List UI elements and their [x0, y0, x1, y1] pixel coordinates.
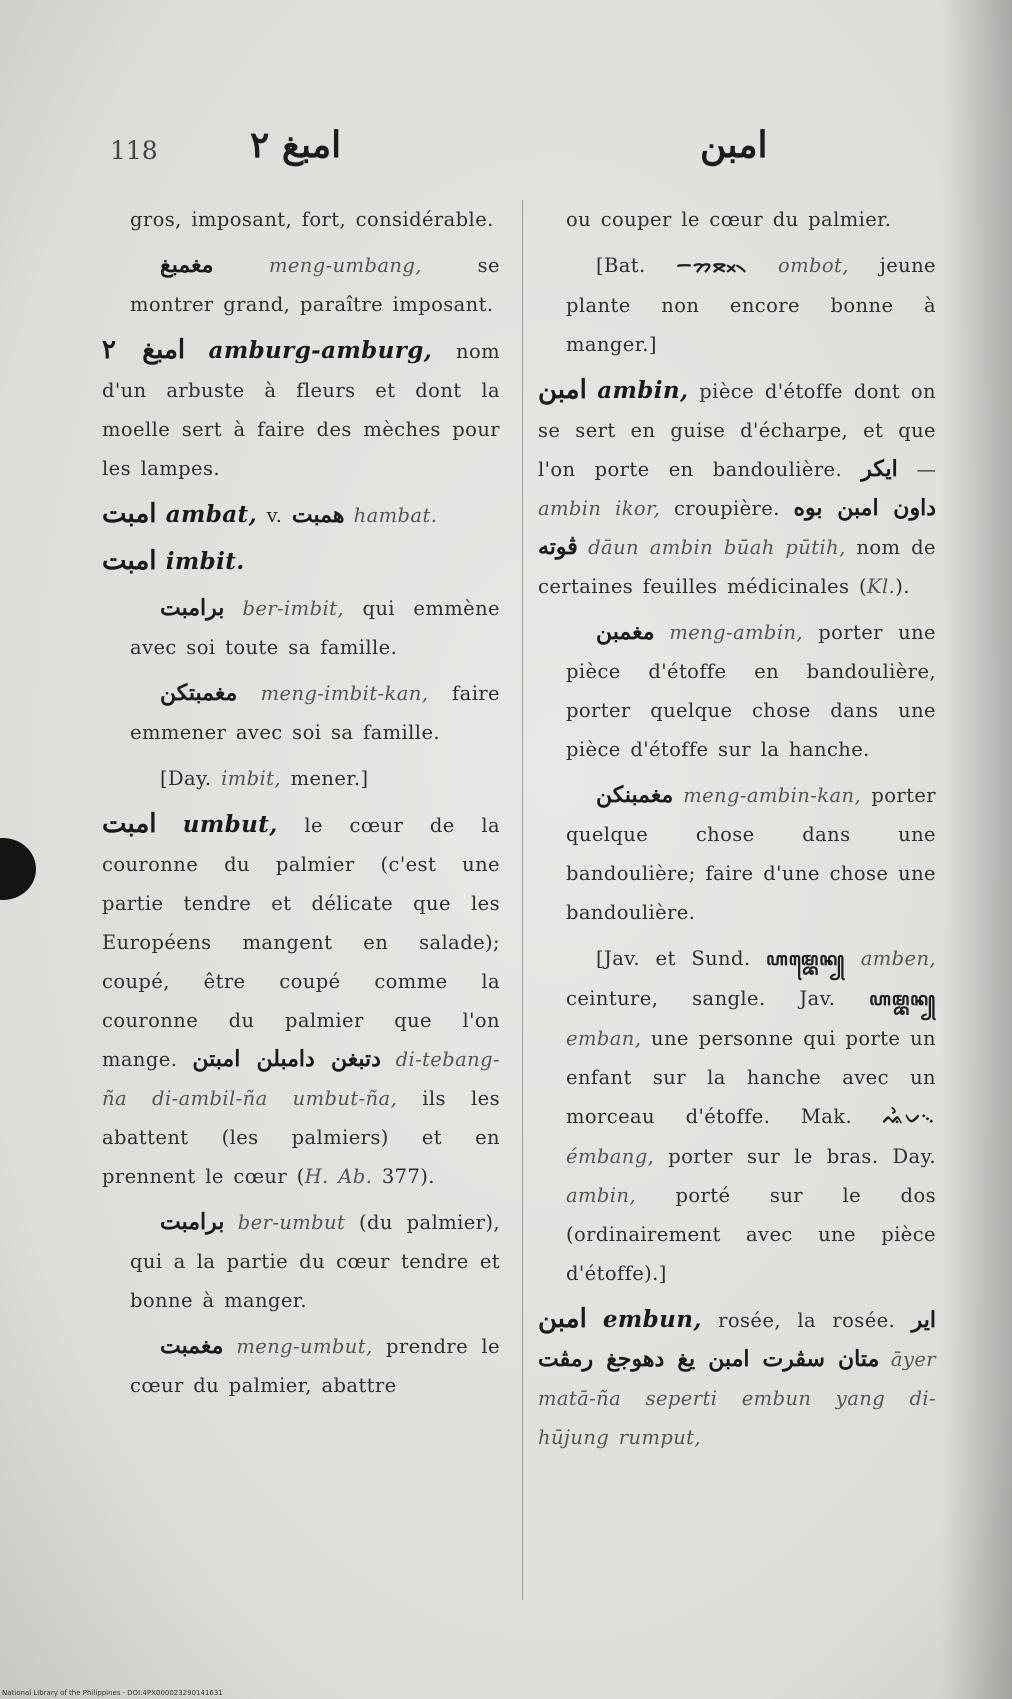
definition: 377). — [372, 1165, 435, 1188]
javanese-script: ꦲꦩ꧀ꦧꦤ꧀ — [869, 989, 936, 1010]
cross-ref-label: v. — [257, 504, 292, 527]
paragraph: ou couper le cœur du palmier. — [566, 208, 892, 231]
subentry — [130, 1203, 500, 1320]
transliteration: imbit, — [221, 767, 281, 790]
transliteration: ber-umbut — [237, 1211, 346, 1234]
note-text: mener.] — [280, 767, 369, 790]
dictionary-entry — [538, 371, 936, 606]
arabic-term: مغمبنكن — [596, 782, 674, 808]
arabic-term: برامبت — [160, 595, 225, 621]
dictionary-entry — [102, 331, 500, 488]
transliteration: dāun ambin būah pūtih, — [588, 536, 846, 559]
transliteration: émbang, — [566, 1145, 655, 1168]
subentry — [566, 776, 936, 932]
running-head-right: امبن — [700, 124, 768, 166]
javanese-script: ꦲꦩ꧀ꦧꦺꦤ꧀ — [766, 949, 846, 970]
right-column — [538, 200, 937, 1464]
dictionary-entry — [538, 1300, 936, 1457]
definition: nom d'un arbuste à fleurs et dont la moelle sert à faire des mèches pour les lampes. — [102, 340, 500, 480]
definition: (du palmier), qui a la partie du cœur tendre et bonne à manger. — [130, 1211, 501, 1312]
note-prefix: [Jav. et Sund. — [596, 947, 767, 970]
left-column — [102, 200, 501, 1412]
arabic-term: مغمبتكن — [160, 680, 238, 706]
definition: pièce d'étoffe dont on se sert en guise d'écharpe, et que l'on porte en bandoulière. — [538, 380, 936, 481]
definition: qui emmène avec soi toute sa famille. — [130, 597, 500, 659]
batak-script: ᯇᯂᯬᯖ᯲ — [676, 256, 748, 277]
arabic-term: مغمبن — [596, 619, 655, 645]
arabic-headword: امبت — [102, 499, 157, 529]
note-prefix: [Day. — [160, 767, 222, 790]
etymology-note — [566, 246, 936, 364]
dictionary-entry — [102, 805, 500, 1196]
definition: ils les abattent (les palmiers) et en prennent le cœur ( — [102, 1087, 500, 1188]
definition: porter une pièce d'étoffe en bandoulière, porter quelque chose dans une pièce d'étoffe sur la hanche. — [566, 621, 936, 761]
transliteration: ambin ikor, — [538, 497, 661, 520]
transliteration: meng-umbang, — [268, 254, 422, 277]
arabic-headword: امبت — [102, 809, 157, 839]
subentry — [130, 1327, 500, 1405]
arabic-headword: امبن — [538, 375, 587, 405]
arabic-term: برامبت — [160, 1209, 225, 1235]
scan-footer: National Library of the Philippines · DOI:4PX000023290141631 — [2, 1689, 223, 1697]
definition: rosée, la rosée. — [701, 1309, 912, 1332]
arabic-headword: امبت — [102, 546, 157, 576]
headword: embun, — [602, 1306, 702, 1333]
headword: amburg-amburg, — [208, 337, 433, 364]
definition: ). — [895, 575, 910, 598]
page-number: 118 — [110, 136, 158, 165]
paragraph: gros, imposant, fort, considérable. — [130, 208, 494, 231]
note-text: porté sur le dos (ordinairement avec une pièce d'étoffe).] — [566, 1184, 936, 1285]
headword: ambin, — [597, 377, 689, 404]
column-divider — [522, 200, 523, 1600]
transliteration: meng-umbut, — [236, 1335, 373, 1358]
arabic-term: مغمبغ — [160, 252, 214, 278]
transliteration: āyer matā-ña seperti embun yang di-hūjung rumput, — [538, 1348, 936, 1449]
headword: ambat, — [165, 501, 257, 528]
note-text: une personne qui porte un enfant sur la hanche avec un morceau d'étoffe. Mak. — [566, 1027, 936, 1128]
note-text: jeune plante non encore bonne à manger.] — [566, 254, 936, 356]
arabic-headword: امبغ ٢ — [102, 335, 186, 365]
transliteration: amben, — [860, 947, 936, 970]
definition: faire emmener avec soi sa famille. — [130, 682, 500, 744]
transliteration: hambat. — [353, 504, 438, 527]
transliteration: ombot, — [778, 254, 849, 277]
dictionary-entry — [102, 542, 500, 582]
arabic-example: دتبغن دامبلن امبتن — [192, 1046, 381, 1072]
arabic-term: همبت — [291, 502, 345, 528]
dictionary-entry — [102, 495, 500, 535]
transliteration: meng-ambin-kan, — [683, 784, 862, 807]
transliteration: di-tebang-ña di-ambil-ña umbut-ña, — [102, 1048, 500, 1110]
note-prefix: [Bat. — [596, 254, 677, 277]
definition: le cœur de la couronne du palmier (c'est une partie tendre et délicate que les Européens mangent en salade); coupé, être coupé comme la couronne du palmier que l'on mange. — [102, 814, 501, 1071]
subentry — [130, 246, 500, 324]
transliteration: ambin, — [566, 1184, 636, 1207]
subentry — [566, 613, 936, 769]
headword: imbit. — [165, 548, 245, 575]
note-text: ceinture, sangle. Jav. — [566, 987, 870, 1010]
subentry — [130, 674, 500, 752]
definition: prendre le cœur du palmier, abattre — [130, 1335, 500, 1397]
note-text: porter sur le bras. Day. — [654, 1145, 936, 1168]
page-shadow — [942, 0, 1012, 1699]
arabic-headword: امبن — [538, 1304, 587, 1334]
transliteration: ber-imbit, — [242, 597, 344, 620]
arabic-term: مغمبت — [160, 1333, 224, 1359]
source-ref: Kl. — [867, 575, 896, 598]
transliteration: meng-imbit-kan, — [260, 682, 429, 705]
thumb-shadow — [0, 838, 36, 900]
definition: porter quelque chose dans une bandoulière; faire d'une chose une bandoulière. — [566, 784, 936, 924]
etymology-note — [130, 759, 500, 798]
running-head-left: امبغ ٢ — [250, 124, 342, 166]
transliteration: meng-ambin, — [669, 621, 804, 644]
arabic-example: اير متان سڤرت امبن يغ دهوجغ رمڤت — [538, 1307, 936, 1372]
headword: umbut, — [182, 811, 278, 838]
arabic-example: داون امبن بوه ڤوته — [538, 495, 937, 560]
etymology-note — [566, 939, 936, 1293]
definition: se montrer grand, paraître imposant. — [130, 254, 501, 316]
makassarese-script: ᨕᨛᨆ᨞ — [882, 1107, 936, 1128]
transliteration: emban, — [566, 1027, 642, 1050]
arabic-term: ايكر — [861, 456, 898, 482]
subentry — [130, 589, 500, 667]
dash: — — [897, 458, 936, 481]
definition: croupière. — [660, 497, 794, 520]
definition: nom de certaines feuilles médicinales ( — [538, 536, 936, 598]
source-ref: H. Ab. — [304, 1165, 373, 1188]
